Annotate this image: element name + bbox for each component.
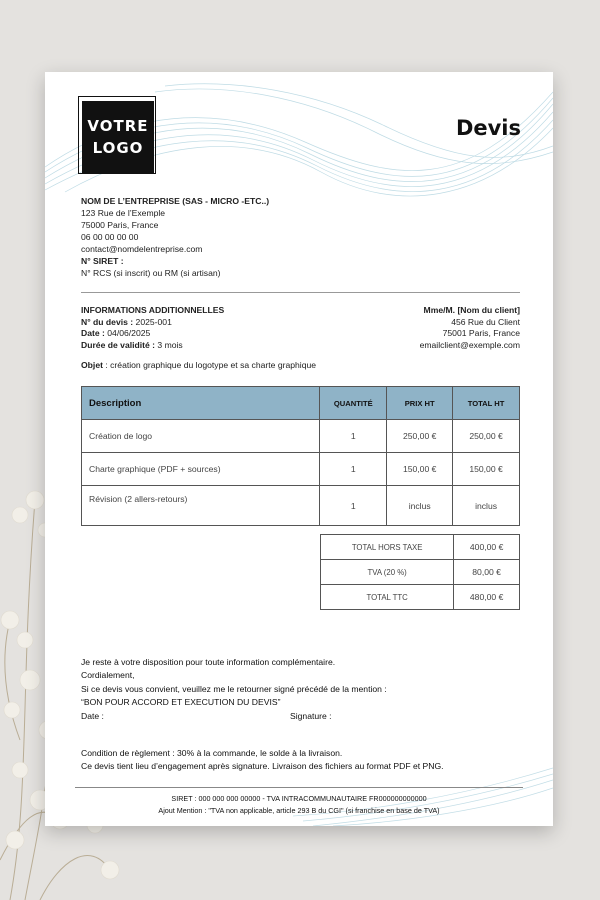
closing-line: Je reste à votre disposition pour toute information complémentaire.: [81, 657, 336, 667]
quote-subject: Objet : création graphique du logotype et sa charte graphique: [81, 360, 317, 370]
company-phone: 06 00 00 00 00: [81, 232, 139, 242]
table-row: [82, 420, 520, 453]
totals-value: 480,00 €: [454, 585, 520, 610]
client-name: Mme/M. [Nom du client]: [423, 305, 520, 315]
company-city: 75000 Paris, France: [81, 220, 159, 230]
row-description: Révision (2 allers-retours): [82, 486, 320, 526]
document-title: Devis: [455, 116, 521, 140]
row-quantity: 1: [320, 420, 387, 453]
date-label: Date :: [81, 710, 104, 721]
closing-line: “BON POUR ACCORD ET EXECUTION DU DEVIS”: [81, 697, 281, 708]
footer-mention: Ajout Mention : "TVA non applicable, article 293 B du CGI" (si franchise en base de TVA): [158, 806, 440, 815]
header-price: PRIX HT: [387, 387, 453, 420]
info-devis-number: N° du devis : 2025-001: [81, 316, 172, 327]
company-address: 123 Rue de l’Exemple: [81, 208, 166, 218]
additional-info: [81, 305, 224, 351]
row-description: Charte graphique (PDF + sources): [82, 453, 320, 486]
closing-text: [81, 656, 521, 723]
totals-value: 400,00 €: [454, 535, 520, 560]
logo-box: [82, 101, 154, 173]
info-date: Date : 04/06/2025: [81, 328, 151, 338]
client-email: emailclient@exemple.com: [419, 339, 520, 350]
items-header-row: [82, 387, 520, 420]
closing-line: Si ce devis vous convient, veuillez me le retourner signé précédé de la mention :: [81, 683, 387, 694]
row-price: 150,00 €: [387, 453, 453, 486]
client-address: 456 Rue du Client: [451, 316, 520, 327]
header-quantity: QUANTITÉ: [320, 387, 387, 420]
company-logo: [78, 96, 158, 176]
conditions-line: Condition de règlement : 30% à la commande, le solde à la livraison.: [81, 748, 343, 758]
company-block: [81, 195, 269, 279]
quote-document: [45, 72, 553, 826]
company-name: NOM DE L’ENTREPRISE (SAS - MICRO -ETC..): [81, 196, 270, 206]
totals-label: TOTAL TTC: [321, 585, 454, 610]
totals-row: [321, 560, 520, 585]
info-heading: INFORMATIONS ADDITIONNELLES: [81, 305, 225, 315]
client-block: [420, 305, 520, 351]
row-quantity: 1: [320, 453, 387, 486]
row-price: 250,00 €: [387, 420, 453, 453]
logo-line2: LOGO: [92, 139, 144, 157]
totals-label: TOTAL HORS TAXE: [321, 535, 454, 560]
signature-row: [81, 710, 521, 723]
company-rcs: N° RCS (si inscrit) ou RM (si artisan): [81, 268, 221, 278]
totals-value: 80,00 €: [454, 560, 520, 585]
closing-line: Cordialement,: [81, 670, 135, 681]
row-quantity: 1: [320, 486, 387, 526]
logo-line1: VOTRE: [87, 117, 149, 135]
totals-row: [321, 585, 520, 610]
row-total: inclus: [453, 486, 520, 526]
footer-separator: [75, 787, 523, 788]
header-description: Description: [82, 387, 320, 420]
row-total: 250,00 €: [453, 420, 520, 453]
info-validity: Durée de validité : 3 mois: [81, 339, 183, 350]
items-table: [81, 386, 520, 526]
conditions-line: Ce devis tient lieu d’engagement après signature. Livraison des fichiers au format PDF et PNG.: [81, 760, 444, 771]
signature-label: Signature :: [290, 710, 332, 721]
table-row: [82, 486, 520, 526]
company-email: contact@nomdelentreprise.com: [81, 244, 203, 254]
header-total: TOTAL HT: [453, 387, 520, 420]
company-siret-label: N° SIRET :: [81, 256, 124, 266]
separator: [81, 292, 520, 293]
row-price: inclus: [387, 486, 453, 526]
table-row: [82, 453, 520, 486]
totals-label: TVA (20 %): [321, 560, 454, 585]
footer-siret: SIRET : 000 000 000 00000 - TVA INTRACOMMUNAUTAIRE FR000000000000: [171, 794, 427, 803]
row-total: 150,00 €: [453, 453, 520, 486]
totals-table: [320, 534, 520, 610]
totals-row: [321, 535, 520, 560]
row-description: Création de logo: [82, 420, 320, 453]
client-city: 75001 Paris, France: [442, 328, 520, 338]
payment-conditions: [81, 747, 444, 772]
